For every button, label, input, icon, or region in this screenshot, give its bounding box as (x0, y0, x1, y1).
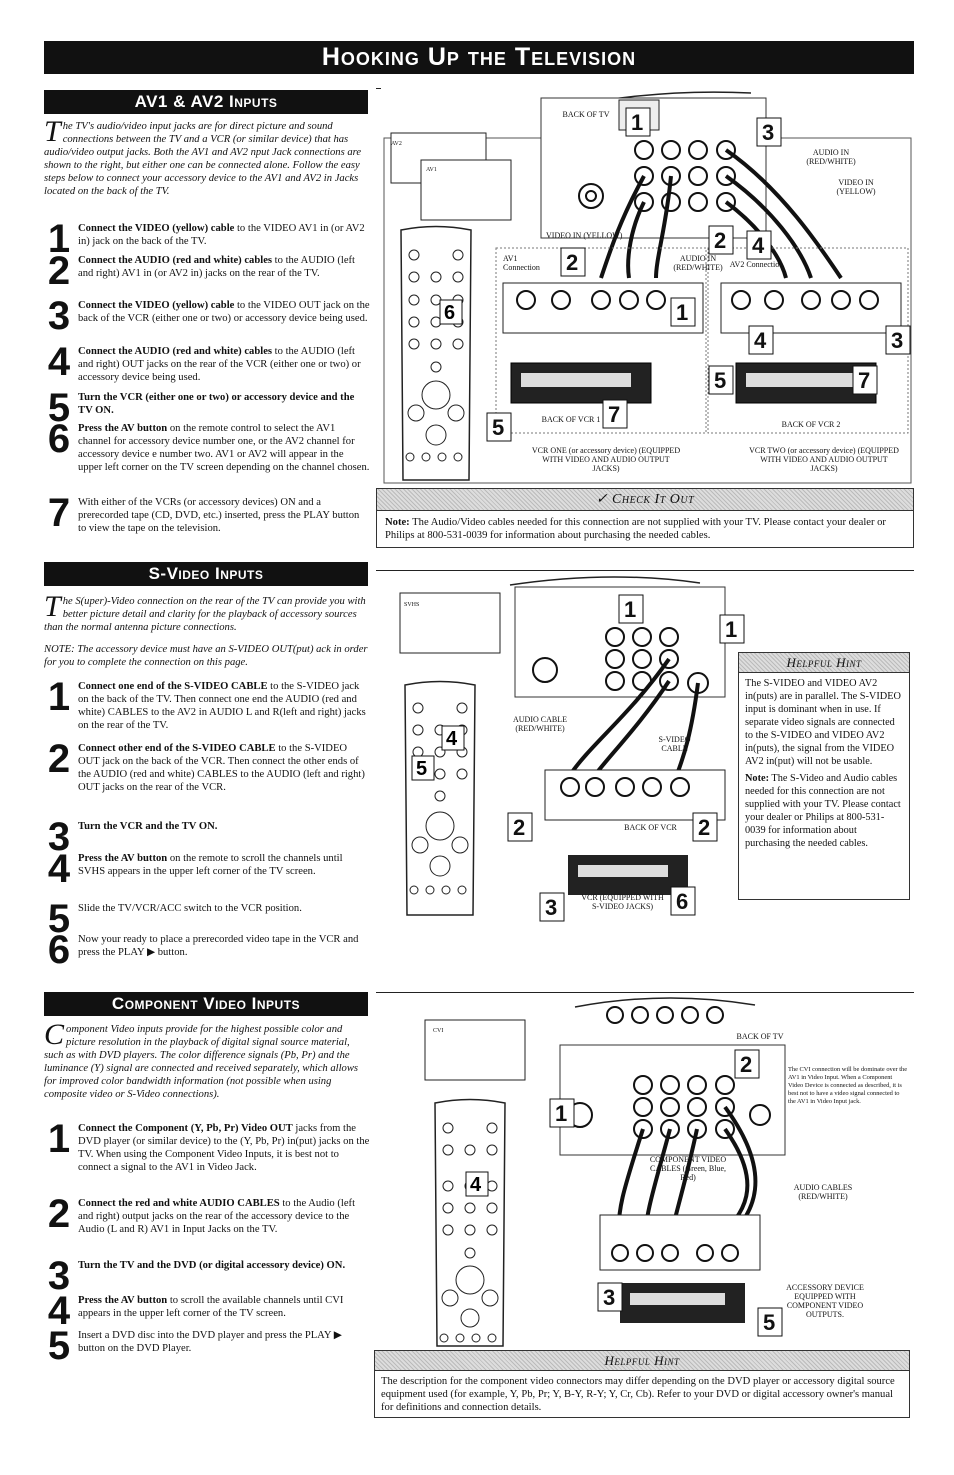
back-of-vcr-label: BACK OF VCR (624, 823, 677, 832)
svideo-hint-note-label: Note: (745, 773, 770, 784)
step-1 (44, 675, 370, 731)
step-6 (44, 928, 370, 973)
svg-text:4: 4 (752, 233, 765, 258)
step-body-text: on the remote to scroll the channels until SVHS appears in the upper left corner of the TV screen. (78, 853, 343, 877)
step-number: 6 (47, 928, 71, 972)
step-body-text: to the S-VIDEO jack on the back of the TV. Then connect one end the AUDIO (red and white) CABLES to the AV2 in AUDIO L and R(left and right) jacks on the rear of the TV. (78, 681, 366, 731)
step-number: 5 (47, 897, 71, 941)
step-text (78, 299, 370, 325)
component-hint-body: The description for the component video connectors may differ depending on the DVD player or accessory digital source equipment used (for example, Y, Pb, Pr; Y, B-Y, R-Y; Y, Cr, Cb). Refer to your DVD or digital accessory owner's manual for definitions and connection details. (381, 1376, 895, 1413)
step-bold-text: Press the AV button (78, 853, 168, 864)
svg-text:4: 4 (446, 728, 458, 750)
step-text (78, 496, 370, 535)
svideo-hint-p1: The S-VIDEO and VIDEO AV2 in(puts) are in parallel. The S-VIDEO input is dominant when in use. If separate video signals are connected to the S-VIDEO and VIDEO AV2 in(puts), the signal from the VIDEO AV2 in(put) will not be usable. (745, 678, 901, 767)
step-body-text: Insert a DVD disc into the DVD player and press the PLAY ▶ button on the DVD Player. (78, 1330, 342, 1354)
step-number: 3 (47, 815, 71, 859)
svg-text:4: 4 (754, 328, 767, 353)
step-number: 5 (47, 1324, 71, 1368)
check-it-out-body (377, 511, 913, 547)
av2-screen-label: AV2 (391, 141, 402, 147)
step-number: 2 (47, 737, 71, 781)
svg-text:5: 5 (763, 1310, 776, 1335)
svideo-hint-p2 (745, 772, 903, 850)
step-text (78, 254, 370, 280)
step-text (78, 222, 370, 248)
svg-text:3: 3 (545, 895, 558, 920)
step-text (78, 742, 370, 794)
component-intro-dropcap: C (44, 1018, 65, 1051)
svg-text:1: 1 (631, 110, 644, 135)
step-bold-text: Connect the VIDEO (yellow) cable (78, 300, 235, 311)
step-text (78, 391, 370, 417)
check-it-out-title-text: Check It Out (612, 492, 695, 507)
page-title: Hooking Up the Television (44, 41, 914, 74)
step-number: 4 (47, 1289, 71, 1333)
remote-control-component-art (430, 1098, 510, 1348)
accessory-device-label: ACCESSORY DEVICE EQUIPPED WITH COMPONENT VIDEO OUTPUTS. (786, 1283, 864, 1319)
step-body-text: to the Audio (left and right) output jacks on the rear of the accessory device to the Audio (L and R) AV1 in Input Jacks on the TV. (78, 1198, 356, 1235)
step-body-text: Slide the TV/VCR/ACC switch to the VCR position. (78, 903, 302, 914)
svg-text:3: 3 (603, 1285, 616, 1310)
svideo-hint-title: Helpful Hint (739, 653, 909, 673)
component-hint-title: Helpful Hint (375, 1351, 909, 1371)
step-body-text: to the S-VIDEO OUT jack on the back of the VCR. Then connect the other ends of the AUDIO (red and white) CABLES to the AUDIO (left and right) OUT jacks on the rear of the VCR. (78, 743, 365, 793)
step-body-text: to the AUDIO (left and right) OUT jacks on the rear of the VCR (either one or two) or accessory device being used. (78, 346, 361, 383)
step-3 (44, 294, 370, 339)
back-vcr1-label: BACK OF VCR 1 (541, 415, 601, 424)
step-bold-text: Connect the AUDIO (red and white) cables (78, 346, 273, 357)
step-body-text: on the remote control to select the AV1 channel for accessory device number one, or the AV2 channel for accessory device e number two. AV1 or AV2 will appear in the upper left corner on the TV screen depending on the channel chosen. (78, 423, 370, 473)
svg-text:1: 1 (624, 597, 637, 622)
step-4 (44, 1289, 370, 1334)
step-text (78, 345, 370, 384)
vcr-two-label: VCR TWO (or accessory device) (EQUIPPED WITH VIDEO AND AUDIO OUTPUT JACKS) (749, 446, 899, 473)
av2-connection-label: AV2 Connection (729, 260, 784, 269)
step-bold-text: Connect the red and white AUDIO CABLES (78, 1198, 280, 1209)
remote-control-art (396, 225, 476, 485)
step-number: 2 (47, 249, 71, 293)
step-bold-text: Turn the VCR (either one or two) or accessory device and the TV ON. (78, 392, 355, 416)
step-body-text: to scroll the available channels until CVI appears in the upper left corner of the TV screen. (78, 1295, 344, 1319)
audio-cable-label: AUDIO CABLE (RED/WHITE) (513, 715, 567, 733)
back-vcr2-label: BACK OF VCR 2 (781, 420, 841, 429)
component-intro-text: omponent Video inputs provide for the highest possible color and picture resolution in the playback of digital signal source material, such as with DVD players. The color difference signals (Pb, Pr) and the luminance (Y) signal are connected and received separately, which allows for improved color bandwidth information (not possible when using composite video or S-Video connections). (44, 1024, 359, 1100)
step-bold-text: Turn the VCR and the TV ON. (78, 821, 218, 832)
remote-control-av (396, 225, 476, 485)
step-text (78, 852, 370, 878)
step-text (78, 820, 370, 833)
component-section-heading: Component Video Inputs (44, 992, 368, 1016)
step-text (78, 1259, 370, 1272)
av-section-heading: AV1 & AV2 Inputs (44, 90, 368, 114)
step-bold-text: Connect one end of the S-VIDEO CABLE (78, 681, 268, 692)
svideo-hint-body (739, 673, 909, 854)
step-bold-text: Connect other end of the S-VIDEO CABLE (78, 743, 276, 754)
step-text (78, 680, 370, 732)
step-text (78, 902, 370, 915)
step-number: 6 (47, 417, 71, 461)
step-2 (44, 737, 370, 793)
audio-in-label: AUDIO IN (RED/WHITE) (806, 148, 856, 166)
svg-text:1: 1 (555, 1101, 568, 1126)
svg-text:2: 2 (566, 250, 579, 275)
svideo-hint-box (738, 652, 910, 900)
component-section-rule (376, 992, 914, 993)
step-body-text: With either of the VCRs (or accessory devices) ON and a prerecorded tape (CD, DVD, etc.) inserted, press the PLAY button to view the tape on the television. (78, 497, 360, 534)
step-bold-text: Connect the AUDIO (red and white) cables (78, 255, 273, 266)
svg-text:2: 2 (513, 815, 526, 840)
remote-control-svideo-art (400, 680, 480, 920)
av-intro-dropcap: T (44, 115, 61, 148)
svideo-intro (44, 590, 370, 634)
remote-control-component (430, 1098, 510, 1348)
step-body-text: Now your ready to place a prerecorded video tape in the VCR and press the PLAY ▶ button. (78, 934, 359, 958)
step-text (78, 1294, 370, 1320)
svg-text:6: 6 (444, 302, 456, 324)
step-number: 3 (47, 294, 71, 338)
svg-text:5: 5 (416, 758, 428, 780)
av-intro-text: he TV's audio/video input jacks are for direct picture and sound connections between the TV and a VCR (or similar device) that has audio/video output jacks. Both the AV1 and AV2 nput Jack connections are shown to the right, but either one can be connected alone. Follow the easy steps below to connect your accessory device to the AV1 and AV2 in Jacks located on the back of the TV. (44, 121, 362, 197)
svg-text:5: 5 (492, 415, 505, 440)
svideo-section-rule (376, 570, 914, 571)
audio-cables-label: AUDIO CABLES (RED/WHITE) (793, 1183, 853, 1201)
back-of-tv-label: BACK OF TV (562, 110, 610, 119)
svg-text:1: 1 (725, 617, 738, 642)
svg-text:3: 3 (891, 328, 904, 353)
step-4 (44, 340, 370, 385)
check-note-text: The Audio/Video cables needed for this connection are not supplied with your TV. Please contact your dealer or Philips at 800-531-0039 for information about purchasing the needed cables. (385, 517, 886, 541)
vcr-label: VCR (EQUIPPED WITH S-VIDEO JACKS) (581, 893, 664, 911)
svideo-intro-dropcap: T (44, 590, 61, 623)
step-6 (44, 417, 370, 473)
av1-connection-label: AV1 Connection (503, 254, 540, 272)
step-number: 1 (47, 217, 71, 261)
step-number: 4 (47, 340, 71, 384)
cvi-screen-label: CVI (433, 1028, 444, 1034)
check-it-out-box (376, 488, 914, 548)
step-text (78, 1329, 370, 1355)
audio-in-mid-label: AUDIO IN (RED/WHITE) (673, 254, 723, 272)
step-text (78, 1197, 370, 1236)
step-bold-text: Connect the VIDEO (yellow) cable (78, 223, 235, 234)
step-number: 1 (47, 1117, 71, 1161)
step-7 (44, 491, 370, 536)
step-number: 1 (47, 675, 71, 719)
svg-text:1: 1 (676, 300, 689, 325)
video-in-label: VIDEO IN (YELLOW) (836, 178, 876, 196)
cvi-note: The CVI connection will be dominate over the AV1 in Video Input. When a Component Video Device is connected as described, it is best not to have a video signal connected to the AV1 in Video Input jack. (788, 1066, 908, 1105)
remote-control-svideo (400, 680, 480, 920)
step-number: 3 (47, 1254, 71, 1298)
check-note-label: Note: (385, 517, 410, 528)
component-back-of-tv-label: BACK OF TV (736, 1032, 784, 1041)
vcr-one-label: VCR ONE (or accessory device) (EQUIPPED WITH VIDEO AND AUDIO OUTPUT JACKS) (531, 446, 681, 473)
svideo-note: NOTE: The accessory device must have an S-VIDEO OUT(put) ack in order for you to complete the connection on this page. (44, 644, 368, 668)
av-intro (44, 115, 370, 198)
step-text (78, 422, 370, 474)
component-intro (44, 1018, 370, 1101)
step-bold-text: Turn the TV and the DVD (or digital accessory device) ON. (78, 1260, 346, 1271)
step-2 (44, 249, 370, 294)
step-body-text: to the AUDIO (left and right) AV1 in (or AV2 in) jacks on the rear of the TV. (78, 255, 355, 279)
step-5 (44, 1324, 370, 1369)
svideo-intro-text: he S(uper)-Video connection on the rear of the TV can provide you with better picture detail and clarity for the playback of accessory sources than the normal antenna picture connections. (44, 596, 366, 633)
svideo-hint-note-text: The S-Video and Audio cables needed for this connection are not supplied with your TV. Please contact your dealer or Philips at 800-531-0039 for information about purchasing the needed cables. (745, 773, 901, 849)
check-it-out-title: ✓ Check It Out (377, 489, 913, 511)
step-bold-text: Press the AV button (78, 423, 168, 434)
av1-screen-label: AV1 (426, 167, 437, 173)
step-bold-text: Press the AV button (78, 1295, 168, 1306)
svg-text:4: 4 (470, 1174, 482, 1196)
step-body-text: jacks from the DVD player (or similar device) to the (Y, Pb, Pr) in(put) jacks on the TV. When using the Component Video Inputs, it is best not to connect a signal to the AV1 in Video Jack. (78, 1123, 370, 1173)
step-number: 7 (47, 491, 71, 535)
svg-text:2: 2 (740, 1052, 753, 1077)
step-number: 5 (47, 386, 71, 430)
step-body-text: to the VIDEO AV1 in (or AV2 in) jack on the back of the TV. (78, 223, 365, 247)
video-in-left-label: VIDEO IN (YELLOW) (546, 231, 623, 240)
svg-text:2: 2 (714, 228, 727, 253)
step-text (78, 933, 370, 959)
svideo-cable-label: S-VIDEO CABLE (658, 735, 691, 753)
step-bold-text: Connect the Component (Y, Pb, Pr) Video OUT (78, 1123, 293, 1134)
svideo-section-heading: S-Video Inputs (44, 562, 368, 586)
svhs-screen-label: SVHS (404, 602, 420, 608)
svg-text:6: 6 (676, 889, 689, 914)
step-body-text: to the VIDEO OUT jack on the back of the VCR (either one or two) or accessory device being used. (78, 300, 370, 324)
component-cables-label: COMPONENT VIDEO CABLES (Green, Blue, Red) (649, 1155, 727, 1182)
svg-text:5: 5 (714, 368, 727, 393)
step-1 (44, 1117, 370, 1173)
component-hint-box (374, 1350, 910, 1418)
svg-text:2: 2 (698, 815, 711, 840)
svg-text:7: 7 (608, 402, 621, 427)
step-3 (44, 1254, 370, 1299)
step-2 (44, 1192, 370, 1237)
step-4 (44, 847, 370, 892)
step-number: 2 (47, 1192, 71, 1236)
svg-text:3: 3 (762, 120, 775, 145)
step-text (78, 1122, 370, 1174)
step-number: 4 (47, 847, 71, 891)
svg-text:7: 7 (858, 368, 871, 393)
